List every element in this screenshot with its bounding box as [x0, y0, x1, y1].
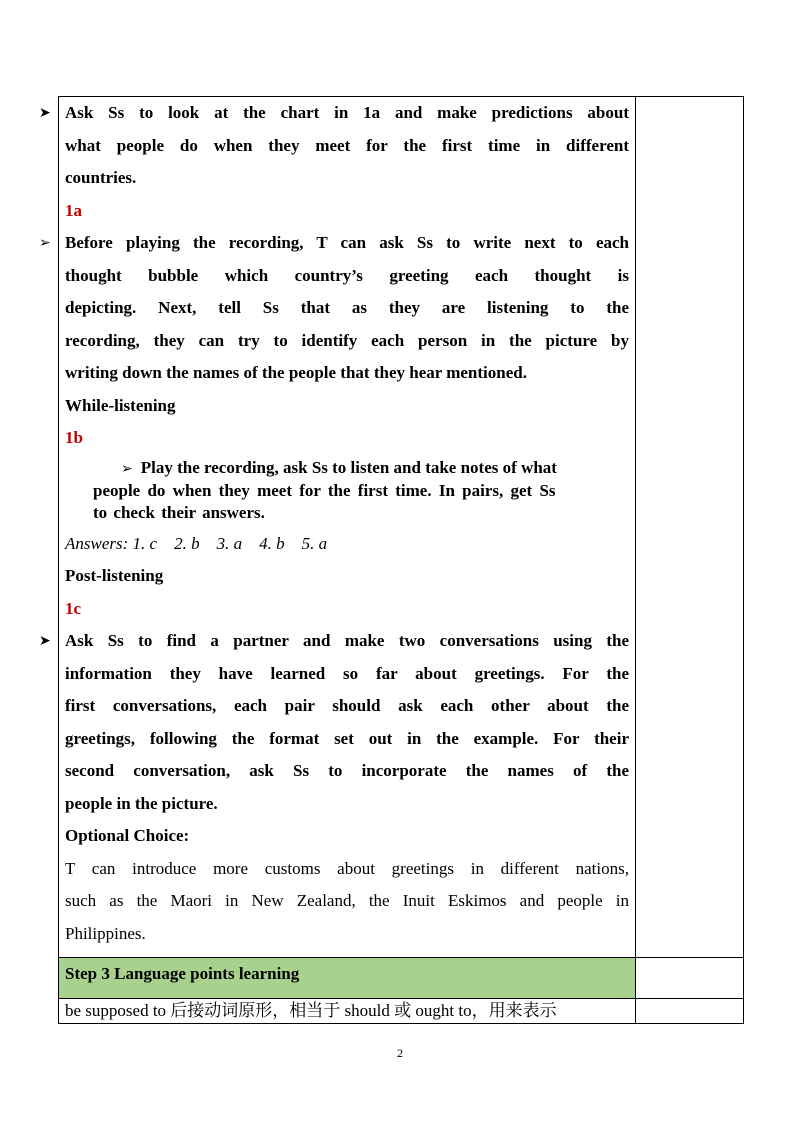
- text-line: to check their answers.: [93, 502, 265, 522]
- text-line: recording, they can try to identify each person in the picture by: [65, 330, 629, 350]
- section-label-1a: 1a: [65, 200, 82, 220]
- text-line: be supposed to 后接动词原形，相当于 should 或 ought to，用来表示: [65, 1001, 557, 1020]
- text-line: Philippines.: [65, 923, 146, 943]
- text-line: what people do when they meet for the first time in different: [65, 135, 629, 155]
- text-line: second conversation, ask Ss to incorporate the names of the: [65, 761, 629, 780]
- text-line: [93, 457, 629, 480]
- optional-choice-heading: Optional Choice:: [65, 826, 190, 845]
- bullet-item-2: [39, 227, 629, 390]
- bullet-item-3: [39, 625, 629, 820]
- arrow-bullet-icon: ➢: [121, 460, 133, 477]
- text-line: greetings, following the format set out in the example. For their: [65, 728, 629, 748]
- table-row-last: [59, 999, 743, 1024]
- bullet-item-1: [39, 97, 629, 195]
- text-line: depicting. Next, tell Ss that as they are listening to the: [65, 298, 629, 317]
- main-cell: [39, 97, 636, 957]
- lesson-plan-table: [39, 96, 744, 1024]
- step3-cell: [59, 958, 636, 998]
- text-span: Play the recording, ask Ss to listen and take notes of what: [140, 457, 557, 477]
- answers-line: Answers: 1. c 2. b 3. a 4. b 5. a: [65, 533, 328, 553]
- section-label-1c: 1c: [65, 598, 82, 618]
- side-cell: [636, 999, 743, 1023]
- text-line: first conversations, each pair should ask each other about the: [65, 696, 629, 715]
- text-line: such as the Maori in New Zealand, the Inuit Eskimos and people in: [65, 891, 629, 910]
- text-line: information they have learned so far about greetings. For the: [65, 663, 629, 683]
- table-row-step3: [59, 958, 743, 999]
- while-listening-heading: While-listening: [65, 395, 176, 415]
- section-label-1b: 1b: [65, 428, 83, 447]
- text-line: thought bubble which country’s greeting each thought is: [65, 265, 629, 285]
- main-content: [39, 97, 635, 950]
- text-line: Ask Ss to look at the chart in 1a and make predictions about: [65, 103, 629, 122]
- step3-title: Step 3 Language points learning: [65, 964, 300, 983]
- page-number: 2: [397, 1046, 403, 1060]
- text-line: Before playing the recording, T can ask Ss to write next to each: [65, 233, 629, 252]
- text-line: people in the picture.: [65, 793, 218, 813]
- text-line: Ask Ss to find a partner and make two conversations using the: [65, 631, 629, 650]
- main-content: [59, 999, 635, 1023]
- arrow-bullet-icon: ➢: [39, 235, 51, 251]
- text-line: countries.: [65, 168, 137, 187]
- last-cell: [59, 999, 636, 1023]
- text-line: T can introduce more customs about greetings in different nations,: [65, 858, 629, 878]
- arrow-bullet-icon: ➤: [39, 633, 51, 649]
- text-line: people do when they meet for the first time. In pairs, get Ss: [93, 480, 556, 500]
- post-listening-heading: Post-listening: [65, 566, 164, 585]
- main-content: [59, 958, 635, 996]
- side-cell: [636, 97, 743, 957]
- arrow-bullet-icon: ➤: [39, 105, 51, 121]
- table-row: [39, 97, 743, 958]
- inner-bullet-item: [65, 457, 629, 524]
- text-line: writing down the names of the people that they hear mentioned.: [65, 363, 527, 382]
- side-cell: [636, 958, 743, 998]
